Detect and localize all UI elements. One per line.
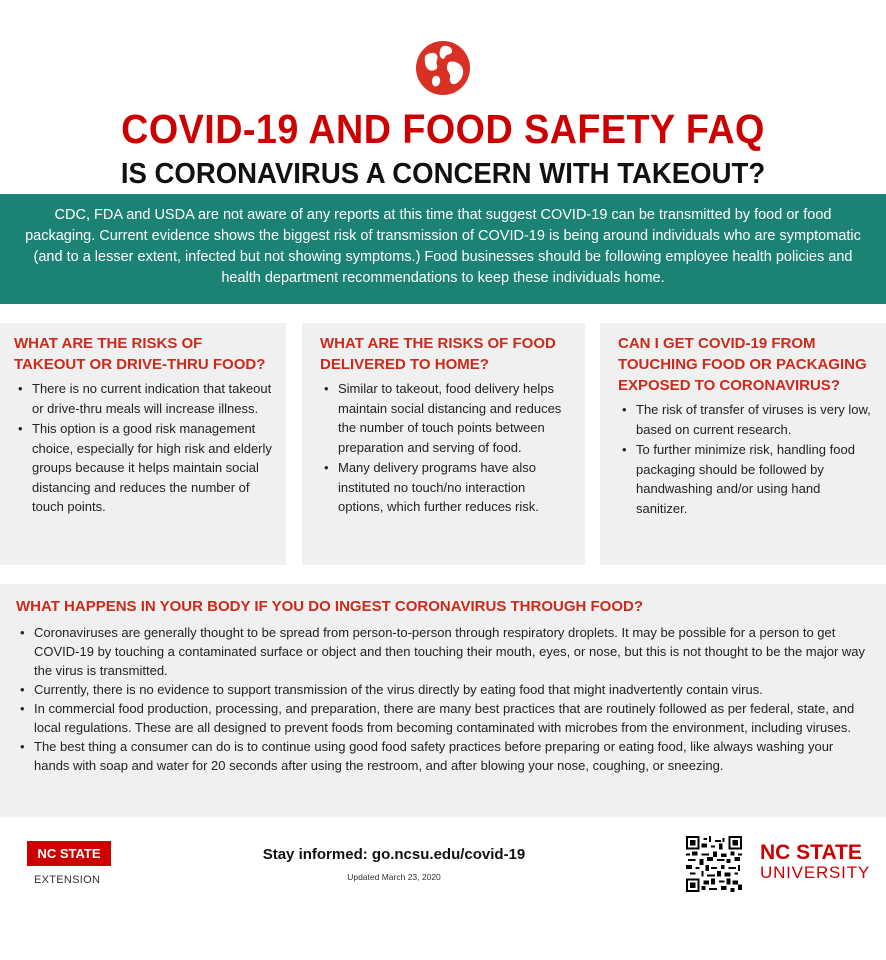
card-heading: CAN I GET COVID-19 FROM TOUCHING FOOD OR PACKAGING EXPOSED TO CORONAVIRUS? (618, 335, 867, 394)
list-item: • Currently, there is no evidence to support transmission of the virus directly by eating food that might inadvertently contain virus. (20, 680, 870, 699)
extension-logo-box: NC STATE (27, 841, 111, 866)
list-item: • The risk of transfer of viruses is very low, based on current research. (622, 400, 872, 439)
list-item: • Similar to takeout, food delivery helps maintain social distancing and reduces the number of touch points between preparation and serving of food. (324, 379, 571, 457)
page-subtitle: IS CORONAVIRUS A CONCERN WITH TAKEOUT? (120, 158, 766, 190)
faq-ingest-section (0, 584, 886, 817)
extension-logo-label: EXTENSION (34, 874, 101, 886)
list-item: • To further minimize risk, handling food packaging should be followed by handwashing and/or using hand sanitizer. (622, 440, 872, 518)
nc-state-university-logo (760, 842, 870, 882)
card-bullet-list (18, 379, 272, 517)
globe-icon (415, 40, 471, 96)
university-logo-line1: NC STATE (760, 841, 862, 864)
stay-informed-link[interactable]: Stay informed: go.ncsu.edu/covid-19 (262, 846, 526, 863)
card-heading: WHAT ARE THE RISKS OF FOOD DELIVERED TO HOME? (320, 335, 556, 373)
list-item: • In commercial food production, processing, and preparation, there are many best practices that are routinely followed as per federal, state, and local regulations. These are all designed to prevent foods from becoming contaminated with microbes from the environment, including viruses. (20, 699, 870, 737)
faq-card-packaging (600, 323, 886, 565)
card-heading: WHAT ARE THE RISKS OF TAKEOUT OR DRIVE-THRU FOOD? (14, 335, 266, 373)
intro-banner: CDC, FDA and USDA are not aware of any reports at this time that suggest COVID-19 can be transmitted by food or food packaging. Current evidence shows the biggest risk of transmission of COVID-19 is being around individuals who are symptomatic (and to a lesser extent, infected but not showing symptoms.) Food businesses should be following employee health policies and health department recommendations to keep these individuals home. (0, 194, 886, 304)
list-item: • There is no current indication that takeout or drive-thru meals will increase illness. (18, 379, 272, 418)
list-item: • Coronaviruses are generally thought to be spread from person-to-person through respiratory droplets. It may be possible for a person to get COVID-19 by touching a contaminated surface or object and then touching their mouth, eyes, or nose, but this is not thought to be the major way the virus is transmitted. (20, 623, 870, 680)
list-item: • The best thing a consumer can do is to continue using good food safety practices before preparing or eating food, like always washing your hands with soap and water for 20 seconds after using the restroom, and after blowing your nose, coughing, or sneezing. (20, 737, 870, 775)
section-heading: WHAT HAPPENS IN YOUR BODY IF YOU DO INGEST CORONAVIRUS THROUGH FOOD? (16, 598, 643, 615)
card-bullet-list (622, 400, 872, 518)
faq-card-delivery (302, 323, 585, 565)
card-bullet-list (324, 379, 571, 517)
list-item: • This option is a good risk management choice, especially for high risk and elderly groups because it helps maintain social distancing and reduces the number of touch points. (18, 419, 272, 517)
updated-date: Updated March 23, 2020 (347, 872, 441, 882)
list-item: • Many delivery programs have also instituted no touch/no interaction options, which further reduces risk. (324, 458, 571, 517)
nc-state-extension-logo (27, 841, 111, 886)
section-bullet-list (20, 623, 870, 775)
faq-card-takeout (0, 323, 286, 565)
qr-code-icon[interactable] (686, 836, 742, 892)
university-logo-line2: UNIVERSITY (760, 863, 871, 882)
page-title: COVID-19 AND FOOD SAFETY FAQ (121, 106, 765, 152)
